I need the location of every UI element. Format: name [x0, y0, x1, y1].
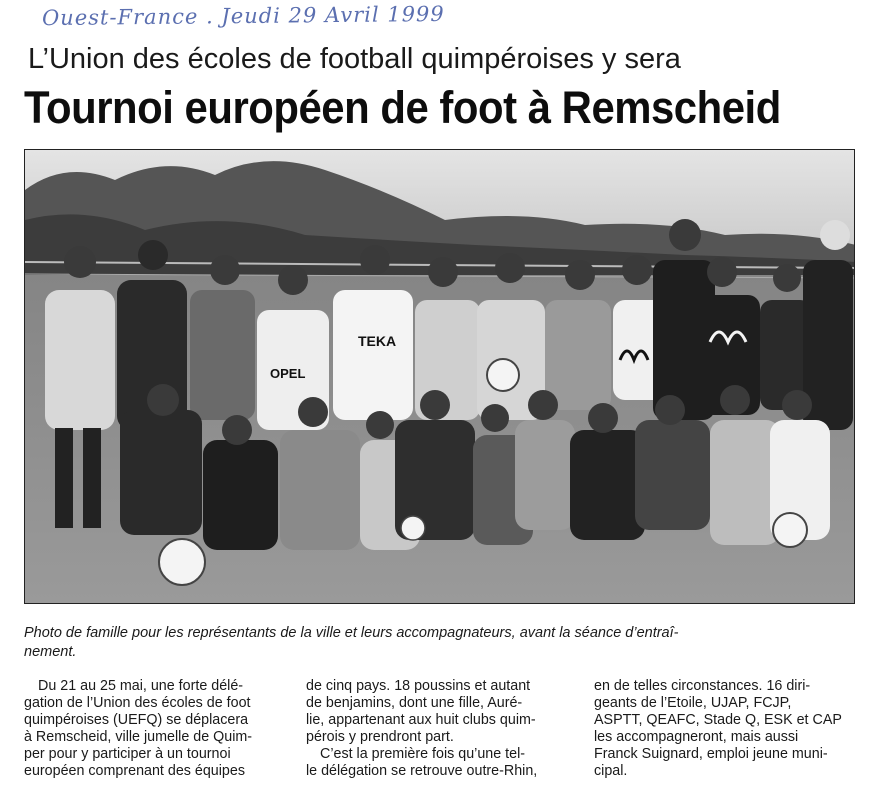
article-line: gation de l’Union des écoles de foot [24, 695, 251, 711]
article-column-2 [306, 678, 574, 780]
article-line: C’est la première fois qu’une tel- [320, 746, 526, 762]
article-line: geants de l’Etoile, UJAP, FCJP, [594, 695, 792, 711]
article-line: lie, appartenant aux huit clubs quim- [306, 712, 536, 728]
handwritten-source-note: Ouest-France . Jeudi 29 Avril 1999 [41, 1, 445, 31]
article-line: européen comprenant des équipes [24, 763, 245, 779]
article-line: pérois y prendront part. [306, 729, 454, 745]
article-column-1 [24, 678, 286, 780]
article-line: per pour y participer à un tournoi [24, 746, 231, 762]
article-line: le délégation se retrouve outre-Rhin, [306, 763, 538, 779]
article-column-3 [594, 678, 860, 780]
caption-line: Photo de famille pour les représentants de la ville et leurs accompagnateurs, avant la séance d’entraî- [24, 625, 679, 641]
article-line: de benjamins, dont une fille, Auré- [306, 695, 523, 711]
photo-caption [24, 624, 860, 662]
shirt-sponsor-teka: TEKA [358, 333, 397, 349]
shirt-sponsor-opel: OPEL [270, 366, 306, 381]
article-headline: Tournoi européen de foot à Remscheid [24, 82, 781, 133]
article-line: à Remscheid, ville jumelle de Quim- [24, 729, 253, 745]
article-line: Du 21 au 25 mai, une forte délé- [38, 678, 244, 694]
caption-line: nement. [24, 644, 77, 660]
article-line: quimpéroises (UEFQ) se déplacera [24, 712, 249, 728]
article-line: en de telles circonstances. 16 diri- [594, 678, 811, 694]
article-line: les accompagneront, mais aussi [594, 729, 799, 745]
article-kicker: L’Union des écoles de football quimpéroises y sera [28, 43, 681, 75]
article-line: cipal. [594, 763, 628, 779]
team-photo [24, 149, 855, 604]
article-line: de cinq pays. 18 poussins et autant [306, 678, 531, 694]
article-line: ASPTT, QEAFC, Stade Q, ESK et CAP [594, 712, 842, 728]
article-line: Franck Suignard, emploi jeune muni- [594, 746, 828, 762]
